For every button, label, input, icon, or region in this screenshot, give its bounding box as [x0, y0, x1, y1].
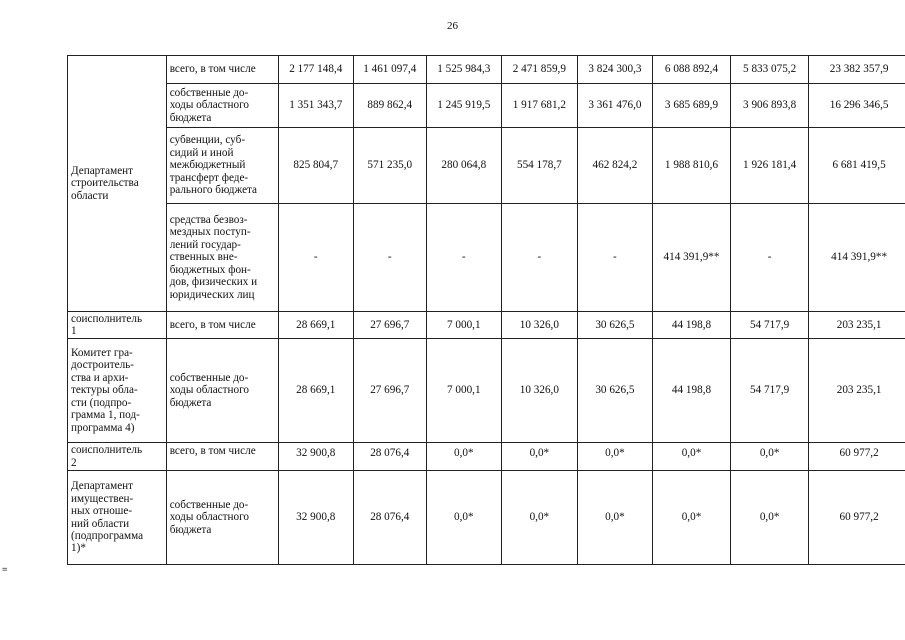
value-cell: 27 696,7	[353, 312, 426, 339]
value-cell: -	[278, 204, 353, 312]
table-row	[68, 204, 905, 312]
value-cell: 3 906 893,8	[731, 84, 809, 128]
value-cell: 280 064,8	[426, 128, 501, 204]
source-cell: собственные до- ходы областного бюджета	[166, 471, 278, 565]
value-cell: 28 669,1	[278, 312, 353, 339]
value-cell-total: 16 296 346,5	[809, 84, 905, 128]
org-cell-committee-urban-planning: Комитет гра- достроитель- ства и архи- тектуры обла- сти (подпро- грамма 1, под- программа 4)	[68, 339, 167, 443]
value-cell: 44 198,8	[652, 339, 730, 443]
value-cell: 571 235,0	[353, 128, 426, 204]
value-cell: 0,0*	[577, 471, 652, 565]
value-cell: 3 824 300,3	[577, 56, 652, 84]
table-row	[68, 56, 905, 84]
value-cell-total: 23 382 357,9	[809, 56, 905, 84]
value-cell: 28 076,4	[353, 471, 426, 565]
table-row	[68, 84, 905, 128]
value-cell: 2 471 859,9	[501, 56, 577, 84]
value-cell: 54 717,9	[731, 312, 809, 339]
value-cell: 27 696,7	[353, 339, 426, 443]
source-cell: всего, в том числе	[166, 56, 278, 84]
value-cell: 32 900,8	[278, 443, 353, 471]
coexecutor-label: соисполнитель 2	[68, 443, 167, 471]
source-cell: собственные до- ходы областного бюджета	[166, 339, 278, 443]
source-cell: субвенции, суб- сидий и иной межбюджетный трансферт феде- рального бюджета	[166, 128, 278, 204]
value-cell: 3 685 689,9	[652, 84, 730, 128]
value-cell: 6 088 892,4	[652, 56, 730, 84]
value-cell: 0,0*	[731, 471, 809, 565]
value-cell: 1 461 097,4	[353, 56, 426, 84]
value-cell: 1 245 919,5	[426, 84, 501, 128]
value-cell: 1 988 810,6	[652, 128, 730, 204]
value-cell: 0,0*	[652, 471, 730, 565]
value-cell-total: 203 235,1	[809, 339, 905, 443]
margin-mark: =	[2, 565, 8, 575]
source-cell: всего, в том числе	[166, 443, 278, 471]
value-cell-total: 203 235,1	[809, 312, 905, 339]
table-row	[68, 312, 905, 339]
value-cell: 0,0*	[426, 471, 501, 565]
value-cell-total: 6 681 419,5	[809, 128, 905, 204]
value-cell: 0,0*	[426, 443, 501, 471]
value-cell: 10 326,0	[501, 312, 577, 339]
value-cell-total: 414 391,9**	[809, 204, 905, 312]
value-cell: 10 326,0	[501, 339, 577, 443]
value-cell: 7 000,1	[426, 339, 501, 443]
value-cell: 2 177 148,4	[278, 56, 353, 84]
org-cell-dept-construction	[68, 56, 167, 312]
value-cell: 1 917 681,2	[501, 84, 577, 128]
value-cell-total: 60 977,2	[809, 443, 905, 471]
coexecutor-label: соисполнитель 1	[68, 312, 167, 339]
value-cell: 0,0*	[501, 471, 577, 565]
value-cell: -	[353, 204, 426, 312]
value-cell: -	[426, 204, 501, 312]
value-cell: 3 361 476,0	[577, 84, 652, 128]
org-cell-dept-property: Департамент имуществен- ных отноше- ний области (подпрограмма 1)*	[68, 471, 167, 565]
source-cell: средства безвоз- мездных поступ- лений государ- ственных вне- бюджетных фон- дов, физических и юридических лиц	[166, 204, 278, 312]
value-cell: -	[501, 204, 577, 312]
value-cell: 30 626,5	[577, 312, 652, 339]
value-cell-total: 60 977,2	[809, 471, 905, 565]
table-row	[68, 443, 905, 471]
value-cell: 7 000,1	[426, 312, 501, 339]
page-number: 26	[447, 20, 458, 32]
value-cell: 54 717,9	[731, 339, 809, 443]
value-cell: -	[731, 204, 809, 312]
value-cell: 30 626,5	[577, 339, 652, 443]
budget-table	[67, 55, 905, 565]
value-cell: 554 178,7	[501, 128, 577, 204]
value-cell: 0,0*	[501, 443, 577, 471]
source-cell: всего, в том числе	[166, 312, 278, 339]
value-cell: 0,0*	[577, 443, 652, 471]
table-row	[68, 339, 905, 443]
value-cell: 44 198,8	[652, 312, 730, 339]
org-name: Департамент строительства области	[71, 164, 139, 202]
value-cell: 1 926 181,4	[731, 128, 809, 204]
value-cell: 889 862,4	[353, 84, 426, 128]
value-cell: 1 525 984,3	[426, 56, 501, 84]
table-row	[68, 128, 905, 204]
value-cell: 28 669,1	[278, 339, 353, 443]
value-cell: 32 900,8	[278, 471, 353, 565]
value-cell: -	[577, 204, 652, 312]
value-cell: 0,0*	[731, 443, 809, 471]
value-cell: 28 076,4	[353, 443, 426, 471]
value-cell: 1 351 343,7	[278, 84, 353, 128]
value-cell: 0,0*	[652, 443, 730, 471]
value-cell: 462 824,2	[577, 128, 652, 204]
value-cell: 5 833 075,2	[731, 56, 809, 84]
value-cell: 825 804,7	[278, 128, 353, 204]
source-cell: собственные до- ходы областного бюджета	[166, 84, 278, 128]
table-row	[68, 471, 905, 565]
value-cell: 414 391,9**	[652, 204, 730, 312]
